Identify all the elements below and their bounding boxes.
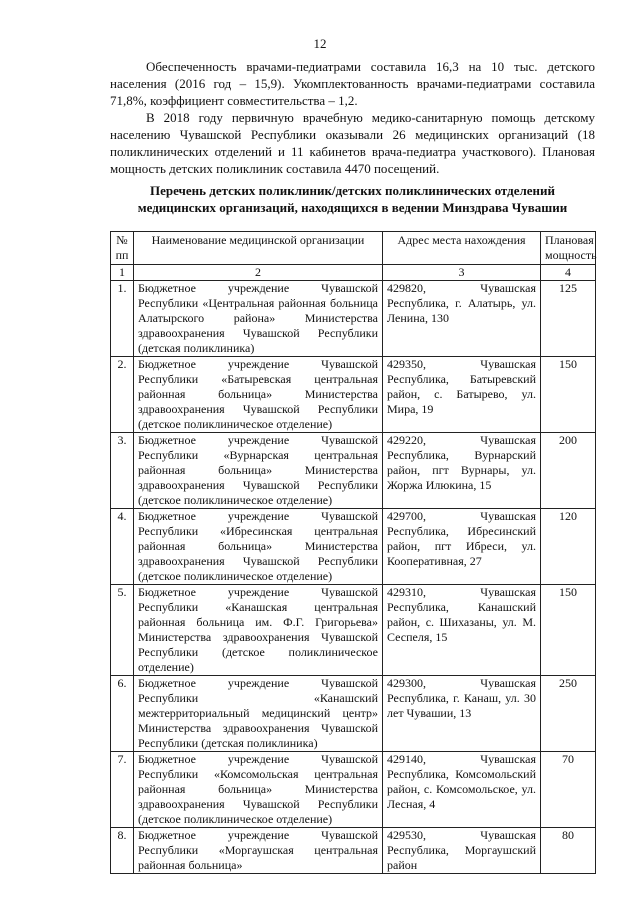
organization-name: Бюджетное учреждение Чувашской Республики «Центральная районная больница Алатырского района» Министерства здравоохранения Чувашской Республики (детская поликлиника) [134,281,383,357]
table-row [111,752,596,828]
column-numbers-row [111,265,596,281]
planned-capacity: 125 [541,281,596,357]
column-number: 4 [541,265,596,281]
organization-name: Бюджетное учреждение Чувашской Республики «Батыревская центральная районная больница» Министерства здравоохранения Чувашской Республики (детское поликлиническое отделение) [134,357,383,433]
table-row [111,585,596,676]
organizations-table [110,231,596,874]
row-number: 3. [111,433,134,509]
table-header-row [111,232,596,265]
intro-paragraph-1: Обеспеченность врачами-педиатрами составила 16,3 на 10 тыс. детского населения (2016 год – 15,9). Укомплектованность врачами-педиатрами составила 71,8%, коэффициент совместительства – 1,2. [110,59,595,108]
table-row [111,357,596,433]
row-number: 1. [111,281,134,357]
organization-address: 429140, Чувашская Республика, Комсомольский район, с. Комсомольское, ул. Лесная, 4 [383,752,541,828]
organization-name: Бюджетное учреждение Чувашской Республики «Канашский межтерриториальный медицинский центр» Министерства здравоохранения Чувашской Республики (детская поликлиника) [134,676,383,752]
planned-capacity: 70 [541,752,596,828]
planned-capacity: 80 [541,828,596,874]
row-number: 5. [111,585,134,676]
organization-name: Бюджетное учреждение Чувашской Республики «Ибресинская центральная районная больница» Министерства здравоохранения Чувашской Республики (детское поликлиническое отделение) [134,509,383,585]
planned-capacity: 250 [541,676,596,752]
header-num: № пп [111,232,134,265]
organization-address: 429220, Чувашская Республика, Вурнарский район, пгт Вурнары, ул. Жоржа Илюкина, 15 [383,433,541,509]
row-number: 4. [111,509,134,585]
organization-address: 429820, Чувашская Республика, г. Алатырь, ул. Ленина, 130 [383,281,541,357]
column-number: 3 [383,265,541,281]
table-row [111,509,596,585]
row-number: 8. [111,828,134,874]
intro-paragraph-2: В 2018 году первичную врачебную медико-санитарную помощь детскому населению Чувашской Республики оказывали 26 медицинских организаций (18 поликлинических отделений и 11 кабинетов врача-педиатра участкового). Плановая мощность детских поликлиник составила 4470 посещений. [110,110,595,176]
row-number: 7. [111,752,134,828]
organization-name: Бюджетное учреждение Чувашской Республики «Канашская центральная районная больница им. Ф.Г. Григорьева» Министерства здравоохранения Чувашской Республики (детское поликлиническое отделение) [134,585,383,676]
table-row [111,676,596,752]
table-body [111,281,596,874]
header-name: Наименование медицинской организации [134,232,383,265]
planned-capacity: 120 [541,509,596,585]
list-title: Перечень детских поликлиник/детских поликлинических отделений медицинских организаций, находящихся в ведении Минздрава Чувашии [137,183,568,215]
organization-address: 429530, Чувашская Республика, Моргаушский район [383,828,541,874]
organization-address: 429300, Чувашская Республика, г. Канаш, ул. 30 лет Чувашии, 13 [383,676,541,752]
planned-capacity: 150 [541,357,596,433]
organization-name: Бюджетное учреждение Чувашской Республики «Вурнарская центральная районная больница» Министерства здравоохранения Чувашской Республики (детское поликлиническое отделение) [134,433,383,509]
table-row [111,433,596,509]
table-row [111,828,596,874]
header-capacity: Плановая мощность [541,232,596,265]
organization-name: Бюджетное учреждение Чувашской Республики «Комсомольская центральная районная больница» Министерства здравоохранения Чувашской Республики (детское поликлиническое отделение) [134,752,383,828]
column-number: 2 [134,265,383,281]
header-address: Адрес места нахождения [383,232,541,265]
page-number: 12 [313,36,327,51]
organization-address: 429310, Чувашская Республика, Канашский район, с. Шихазаны, ул. М. Сеспеля, 15 [383,585,541,676]
planned-capacity: 150 [541,585,596,676]
row-number: 2. [111,357,134,433]
organization-address: 429700, Чувашская Республика, Ибресинский район, пгт Ибреси, ул. Кооперативная, 27 [383,509,541,585]
planned-capacity: 200 [541,433,596,509]
organization-name: Бюджетное учреждение Чувашской Республики «Моргаушская центральная районная больница» [134,828,383,874]
row-number: 6. [111,676,134,752]
intro-text [110,58,595,177]
column-number: 1 [111,265,134,281]
organization-address: 429350, Чувашская Республика, Батыревский район, с. Батырево, ул. Мира, 19 [383,357,541,433]
table-row [111,281,596,357]
